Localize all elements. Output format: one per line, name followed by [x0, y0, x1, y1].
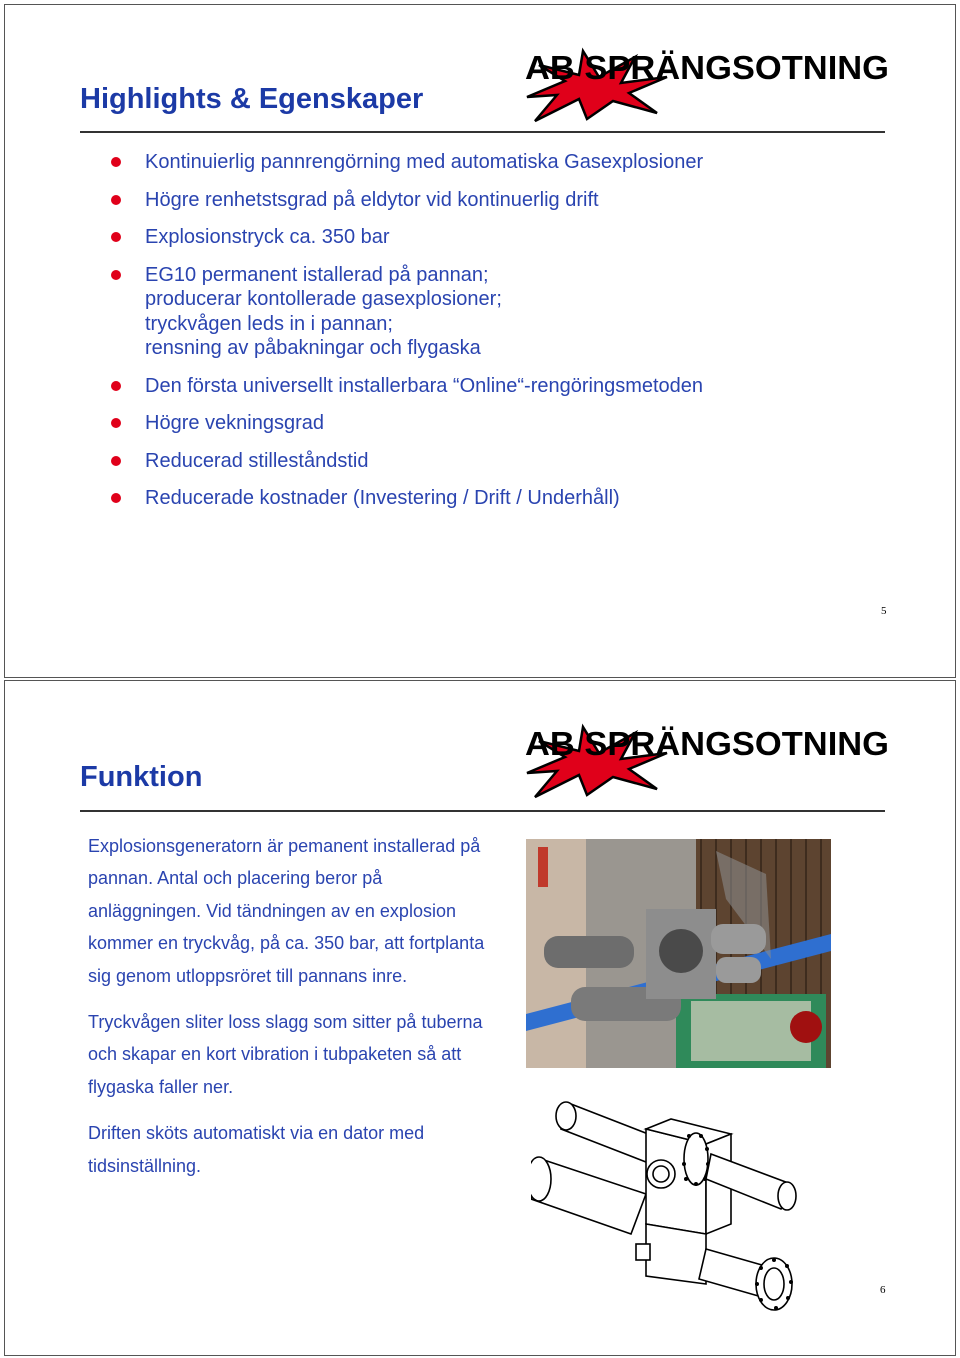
highlight-text: Explosionstryck ca. 350 bar [145, 226, 390, 248]
generator-photo [526, 839, 831, 1068]
highlight-item [111, 449, 871, 474]
page-number: 6 [880, 1284, 886, 1296]
paragraph: Tryckvågen sliter loss slagg som sitter på tuberna och skapar en kort vibration i tubpaketen så att flygaska faller ner. [88, 1012, 483, 1097]
highlight-item [111, 188, 871, 213]
function-description [88, 830, 488, 1196]
highlight-text: rensning av påbakningar och flygaska [145, 337, 481, 359]
highlight-item [111, 150, 871, 175]
highlight-item [111, 225, 871, 250]
highlight-text: producerar kontollerade gasexplosioner; [145, 288, 502, 310]
highlight-text: tryckvågen leds in i pannan; [145, 312, 393, 335]
highlight-text: EG10 permanent istallerad på pannan; [145, 263, 489, 286]
slide-title: Funktion [80, 761, 203, 793]
bullet-icon [111, 270, 121, 280]
bullet-icon [111, 157, 121, 167]
title-divider [80, 810, 885, 812]
paragraph: Driften sköts automatiskt via en dator med tidsinställning. [88, 1123, 425, 1176]
highlight-item [111, 263, 871, 361]
bullet-icon [111, 381, 121, 391]
slide-title: Highlights & Egenskaper [80, 83, 424, 115]
logo-text: AB SPRÄNGSOTNING [525, 725, 889, 762]
highlight-text: Högre renhetstsgrad på eldytor vid kontinuerlig drift [145, 188, 599, 211]
page-number: 5 [881, 605, 887, 617]
bullet-icon [111, 456, 121, 466]
bullet-icon [111, 418, 121, 428]
bullet-icon [111, 493, 121, 503]
highlights-list [111, 150, 871, 524]
highlight-item [111, 374, 871, 399]
highlight-item [111, 411, 871, 436]
bullet-icon [111, 232, 121, 242]
slide-highlights [4, 4, 956, 678]
paragraph: Explosionsgeneratorn är pemanent installerad på pannan. Antal och placering beror på anläggningen. Vid tändningen av en explosion kommer en tryckvåg, på ca. 350 bar, att fortplanta sig genom utloppsröret till pannans inre. [88, 836, 485, 986]
highlight-text: Reducerad stilleståndstid [145, 449, 369, 472]
generator-drawing [531, 1084, 815, 1314]
slide-funktion [4, 680, 956, 1356]
logo-text: AB SPRÄNGSOTNING [525, 49, 889, 86]
company-logo [517, 43, 897, 123]
title-divider [80, 131, 885, 133]
highlight-text: Kontinuierlig pannrengörning med automatiska Gasexplosioner [145, 151, 704, 173]
highlight-text: Högre vekningsgrad [145, 412, 324, 434]
highlight-text: Den första universellt installerbara “Online“-rengöringsmetoden [145, 374, 704, 397]
highlight-text: Reducerade kostnader (Investering / Drift / Underhåll) [145, 487, 620, 509]
highlight-item [111, 486, 871, 511]
company-logo [517, 719, 897, 799]
bullet-icon [111, 195, 121, 205]
